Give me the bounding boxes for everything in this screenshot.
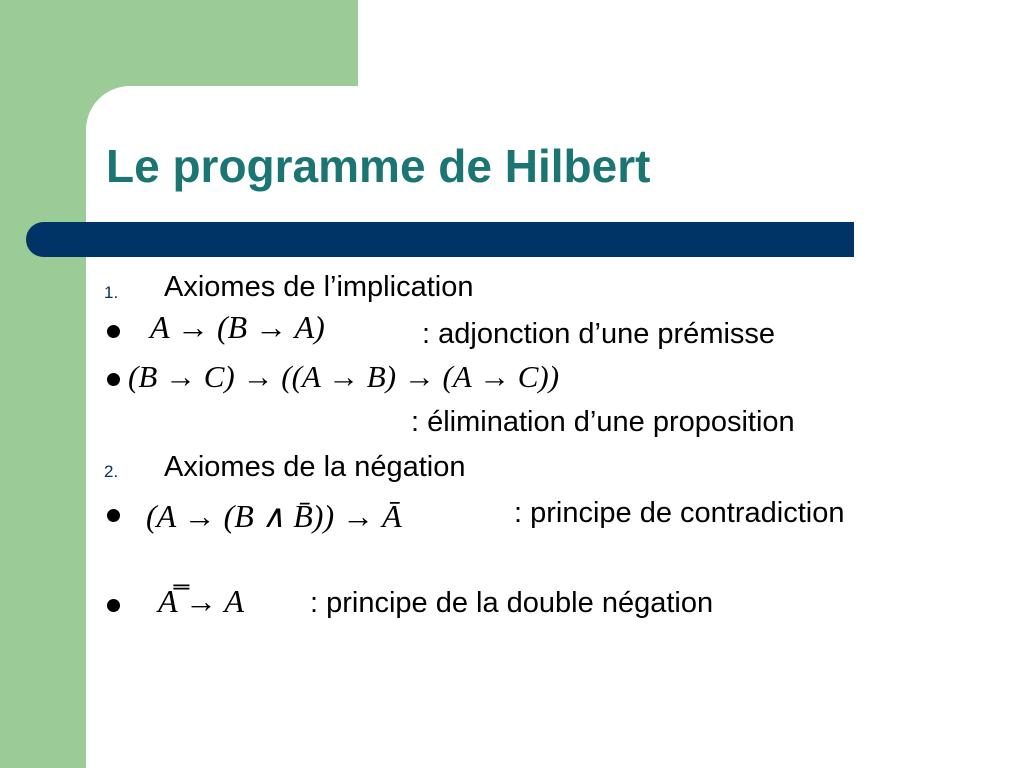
section-heading-implication: Axiomes de l’implication xyxy=(164,271,474,303)
bullet-dot xyxy=(107,599,120,612)
bullet-dot xyxy=(107,509,120,522)
bullet-dot xyxy=(107,325,120,338)
formula-double-negation: A̿ → A xyxy=(158,583,244,619)
section-number-2: 2. xyxy=(104,462,119,481)
bullet-dot xyxy=(107,373,120,386)
comment-adjunction: : adjonction d’une prémisse xyxy=(422,318,776,350)
formula-elimination: (B → C) → ((A → B) → (A → C)) xyxy=(128,359,560,394)
section-heading-negation: Axiomes de la négation xyxy=(164,451,466,483)
section-number-1: 1. xyxy=(104,283,119,302)
comment-contradiction: : principe de contradiction xyxy=(514,497,845,529)
comment-double-negation: : principe de la double négation xyxy=(310,587,714,619)
comment-elimination: : élimination d’une proposition xyxy=(411,406,795,438)
formula-adjunction: A → (B → A) xyxy=(150,309,325,345)
formula-contradiction: (A → (B ∧ B̄)) → Ā xyxy=(146,498,402,534)
slide-title: Le programme de Hilbert xyxy=(106,140,651,192)
title-underline-bar xyxy=(26,222,854,257)
